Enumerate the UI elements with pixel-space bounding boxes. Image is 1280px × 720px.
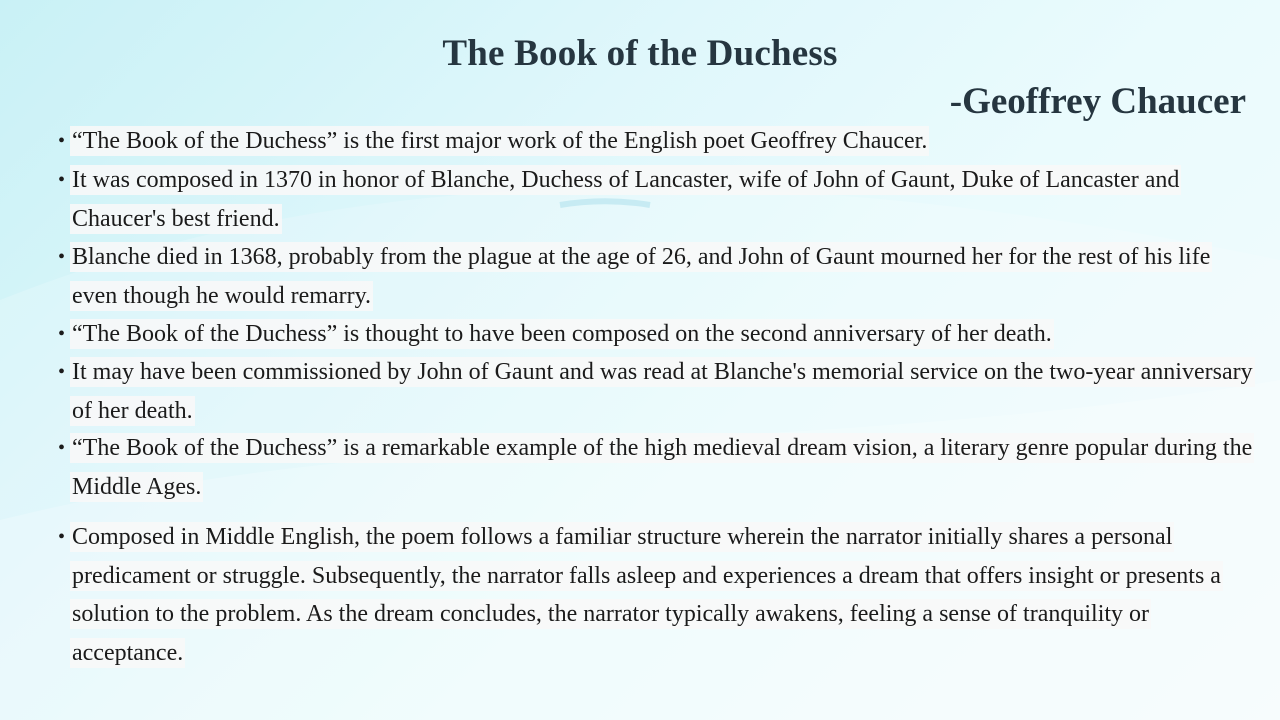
bullet-text: It may have been commissioned by John of Gaunt and was read at Blanche's memorial service on the two-year anniversary of her death. xyxy=(72,359,1253,424)
bullet-text: It was composed in 1370 in honor of Blanche, Duchess of Lancaster, wife of John of Gaunt, Duke of Lancaster and Chaucer's best friend. xyxy=(72,167,1180,232)
bullet-item xyxy=(58,518,1253,672)
bullet-item xyxy=(58,315,1253,354)
bullet-dot: • xyxy=(58,246,66,268)
bullet-text: “The Book of the Duchess” is the first major work of the English poet Geoffrey Chaucer. xyxy=(72,128,928,154)
slide-title: The Book of the Duchess xyxy=(442,33,838,74)
bullet-dot: • xyxy=(58,361,66,383)
bullet-item xyxy=(58,238,1253,315)
bullet-text: Composed in Middle English, the poem follows a familiar structure wherein the narrator initially shares a personal predicament or struggle. Subsequently, the narrator falls asleep and experiences a dream that offers insight or presents a solution to the problem. As the dream concludes, the narrator typically awakens, feeling a sense of tranquility or acceptance. xyxy=(72,524,1221,666)
bullet-item xyxy=(58,429,1253,506)
slide-author: -Geoffrey Chaucer xyxy=(949,81,1246,122)
bullet-dot: • xyxy=(58,130,66,152)
bullet-text: Blanche died in 1368, probably from the plague at the age of 26, and John of Gaunt mourned her for the rest of his life even though he would remarry. xyxy=(72,244,1211,309)
bullet-dot: • xyxy=(58,437,66,459)
bullet-item xyxy=(58,161,1253,238)
bullet-dot: • xyxy=(58,169,66,191)
bullet-text: “The Book of the Duchess” is a remarkable example of the high medieval dream vision, a literary genre popular during the Middle Ages. xyxy=(72,435,1253,500)
bullet-dot: • xyxy=(58,526,66,548)
bullet-item xyxy=(58,122,1253,161)
bullet-dot: • xyxy=(58,323,66,345)
bullet-item xyxy=(58,353,1253,430)
bullet-text: “The Book of the Duchess” is thought to have been composed on the second anniversary of her death. xyxy=(72,321,1052,347)
